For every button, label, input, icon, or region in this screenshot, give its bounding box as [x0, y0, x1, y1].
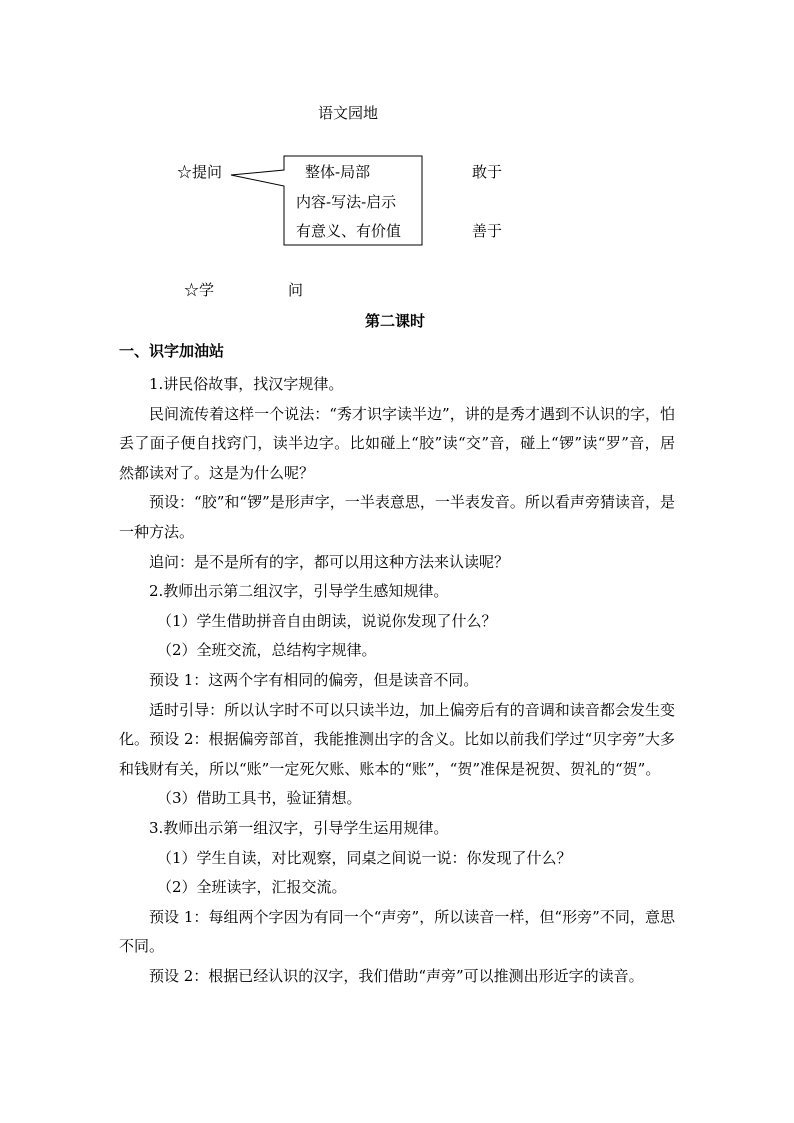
bubble-line-1: 整体-局部	[305, 163, 371, 181]
lesson-title: 第二课时	[365, 312, 426, 330]
paragraph: （3）借助工具书，验证猜想。	[157, 789, 362, 808]
paragraph: 预设 1：每组两个字因为有同一个“声旁”，所以读音一样，但“形旁”不同，意思不同。	[119, 907, 675, 956]
body-text	[119, 370, 675, 991]
bubble-line-3: 有意义、有价值	[296, 222, 402, 240]
paragraph: （2）全班读字，汇报交流。	[157, 878, 347, 897]
shan-yu-label: 善于	[472, 222, 503, 240]
wen-label: 问	[288, 281, 304, 299]
paragraph: 3.教师出示第一组汉字，引导学生运用规律。	[149, 818, 449, 837]
paragraph: 1.讲民俗故事，找汉字规律。	[149, 375, 344, 393]
xue-label: ☆学	[184, 281, 215, 299]
paragraph: 追问：是不是所有的字，都可以用这种方法来认读呢？	[149, 552, 510, 571]
bubble-line-2: 内容-写法-启示	[296, 193, 397, 211]
paragraph: 2.教师出示第二组汉字，引导学生感知规律。	[149, 582, 449, 601]
paragraph: 预设：“胶”和“锣”是形声字，一半表意思，一半表发音。所以看声旁猜读音，是一种方法。	[119, 493, 675, 541]
tiwen-label: ☆提问	[177, 163, 223, 181]
paragraph: （1）学生自读，对比观察，同桌之间说一说：你发现了什么？	[157, 848, 572, 867]
paragraph: 预设 1：这两个字有相同的偏旁，但是读音不同。	[149, 670, 479, 689]
paragraph: （2）全班交流，总结构字规律。	[157, 641, 377, 660]
section-heading: 一、识字加油站	[119, 342, 225, 360]
paragraph: 预设 2：根据已经认识的汉字，我们借助“声旁”可以推测出形近字的读音。	[149, 966, 644, 985]
page-title: 语文园地	[318, 104, 379, 122]
paragraph: （1）学生借助拼音自由朗读，说说你发现了什么？	[157, 611, 497, 630]
paragraph: 民间流传着这样一个说法：“秀才识字读半边”，讲的是秀才遇到不认识的字，怕丢了面子便自找窍门，读半边字。比如碰上“胶”读“交”音，碰上“锣”读“罗”音，居然都读对了。这是为什么呢？	[119, 404, 675, 482]
gan-yu-label: 敢于	[472, 163, 503, 181]
paragraph: 适时引导：所以认字时不可以只读半边，加上偏旁后有的音调和读音都会发生变化。预设 2：根据偏旁部首，我能推测出字的含义。比如以前我们学过“贝字旁”大多和钱财有关，所以“账”一定死欠账、账本的“账”，“贺”准保是祝贺、贺礼的“贺”。	[119, 700, 675, 778]
speech-bubble-outline	[0, 0, 794, 400]
